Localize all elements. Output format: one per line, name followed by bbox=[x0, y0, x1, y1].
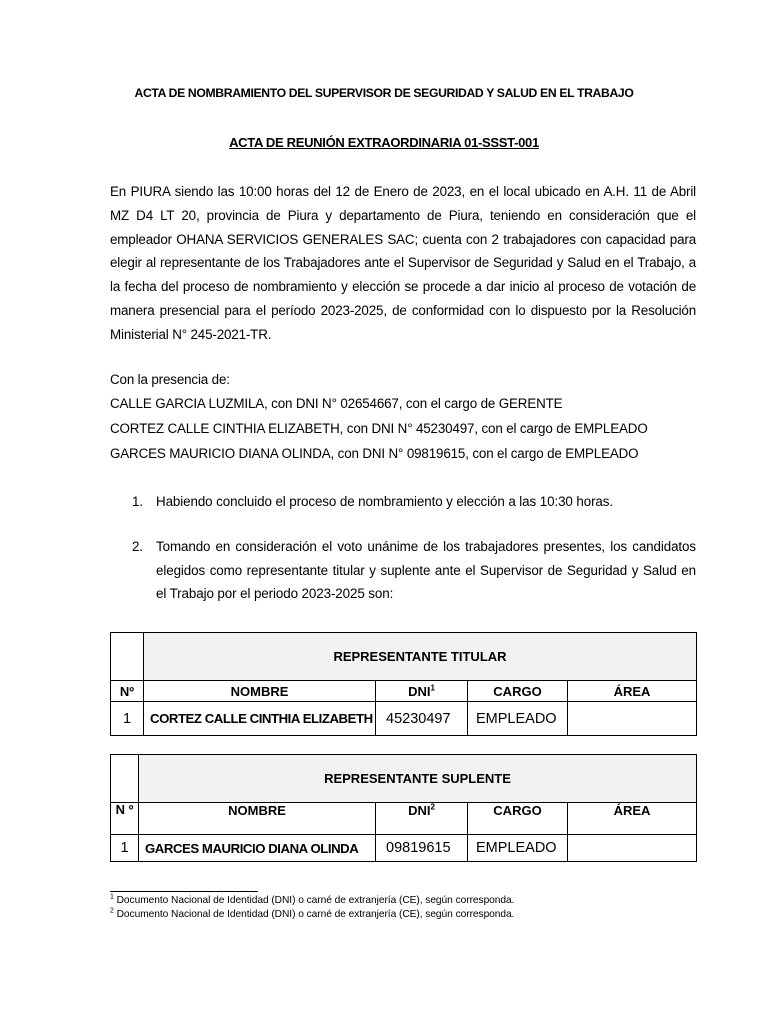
col-header-dni bbox=[376, 803, 468, 835]
table-row bbox=[111, 702, 697, 736]
col-header-nombre: NOMBRE bbox=[139, 803, 376, 835]
col-header-no: N º bbox=[111, 803, 139, 835]
cell-cargo: EMPLEADO bbox=[468, 702, 568, 736]
titular-table bbox=[110, 632, 697, 736]
list-item-text: Habiendo concluido el proceso de nombramiento y elección a las 10:30 horas. bbox=[156, 494, 613, 509]
col-header-no: Nº bbox=[111, 681, 144, 702]
presence-label: Con la presencia de: bbox=[110, 372, 230, 387]
document-title: ACTA DE NOMBRAMIENTO DEL SUPERVISOR DE SEGURIDAD Y SALUD EN EL TRABAJO bbox=[134, 86, 634, 100]
col-header-cargo: CARGO bbox=[468, 681, 568, 702]
footnote-separator bbox=[110, 891, 258, 892]
meeting-subtitle: ACTA DE REUNIÓN EXTRAORDINARIA 01-SSST-001 bbox=[229, 135, 539, 150]
cell-cargo: EMPLEADO bbox=[468, 835, 568, 862]
table-corner-cell bbox=[111, 755, 139, 803]
col-header-dni-label: DNI bbox=[408, 803, 431, 818]
attendee-line: CORTEZ CALLE CINTHIA ELIZABETH, con DNI N° 45230497, con el cargo de EMPLEADO bbox=[110, 421, 648, 436]
attendee-line: GARCES MAURICIO DIANA OLINDA, con DNI N° 09819615, con el cargo de EMPLEADO bbox=[110, 446, 639, 461]
table-row bbox=[111, 835, 697, 862]
col-header-nombre: NOMBRE bbox=[144, 681, 376, 702]
list-item-text: Tomando en consideración el voto unánime de los trabajadores presentes, los candidatos elegidos como representante titular y suplente ante el Supervisor de Seguridad y Salud en el Trabajo por el periodo 2023-2025 son: bbox=[156, 539, 696, 601]
footnote-mark: 1 bbox=[110, 893, 114, 901]
col-header-cargo: CARGO bbox=[468, 803, 568, 835]
cell-area bbox=[568, 702, 697, 736]
col-header-dni-label: DNI bbox=[408, 683, 431, 699]
footnote-ref: 1 bbox=[430, 683, 435, 693]
col-header-dni bbox=[376, 681, 468, 702]
footnote-mark: 2 bbox=[110, 907, 114, 915]
attendee-line: CALLE GARCIA LUZMILA, con DNI N° 02654667, con el cargo de GERENTE bbox=[110, 396, 563, 411]
col-header-area: ÁREA bbox=[568, 681, 697, 702]
list-item-number: 1. bbox=[132, 494, 143, 509]
footnote-ref: 2 bbox=[430, 802, 435, 812]
cell-no: 1 bbox=[111, 702, 144, 736]
intro-paragraph: En PIURA siendo las 10:00 horas del 12 de Enero de 2023, en el local ubicado en A.H. 11 de Abril MZ D4 LT 20, provincia de Piura y departamento de Piura, teniendo en consideración que el empleador OHANA SERVICIOS GENERALES SAC; cuenta con 2 trabajadores con capacidad para elegir al representante de los Trabajadores ante el Supervisor de Seguridad y Salud en el Trabajo, a la fecha del proceso de nombramiento y elección se procede a dar inicio al proceso de votación de manera presencial para el período 2023-2025, de conformidad con lo dispuesto por la Resolución Ministerial N° 245-2021-TR. bbox=[110, 184, 696, 342]
suplente-table bbox=[110, 754, 697, 862]
cell-no: 1 bbox=[111, 835, 139, 862]
cell-nombre: CORTEZ CALLE CINTHIA ELIZABETH bbox=[144, 702, 376, 736]
list-item bbox=[132, 490, 696, 514]
suplente-table-title: REPRESENTANTE SUPLENTE bbox=[139, 755, 697, 803]
table-corner-cell bbox=[111, 633, 144, 681]
footnote-text: Documento Nacional de Identidad (DNI) o carné de extranjería (CE), según corresponda. bbox=[113, 895, 515, 906]
footnote bbox=[110, 909, 514, 920]
cell-dni: 45230497 bbox=[376, 702, 468, 736]
cell-nombre: GARCES MAURICIO DIANA OLINDA bbox=[139, 835, 376, 862]
cell-area bbox=[568, 835, 697, 862]
list-item bbox=[132, 535, 696, 607]
list-item-number: 2. bbox=[132, 539, 143, 554]
footnote bbox=[110, 895, 514, 906]
cell-dni: 09819615 bbox=[376, 835, 468, 862]
col-header-area: ÁREA bbox=[568, 803, 697, 835]
titular-table-title: REPRESENTANTE TITULAR bbox=[144, 633, 697, 681]
footnote-text: Documento Nacional de Identidad (DNI) o carné de extranjería (CE), según corresponda. bbox=[113, 909, 515, 920]
